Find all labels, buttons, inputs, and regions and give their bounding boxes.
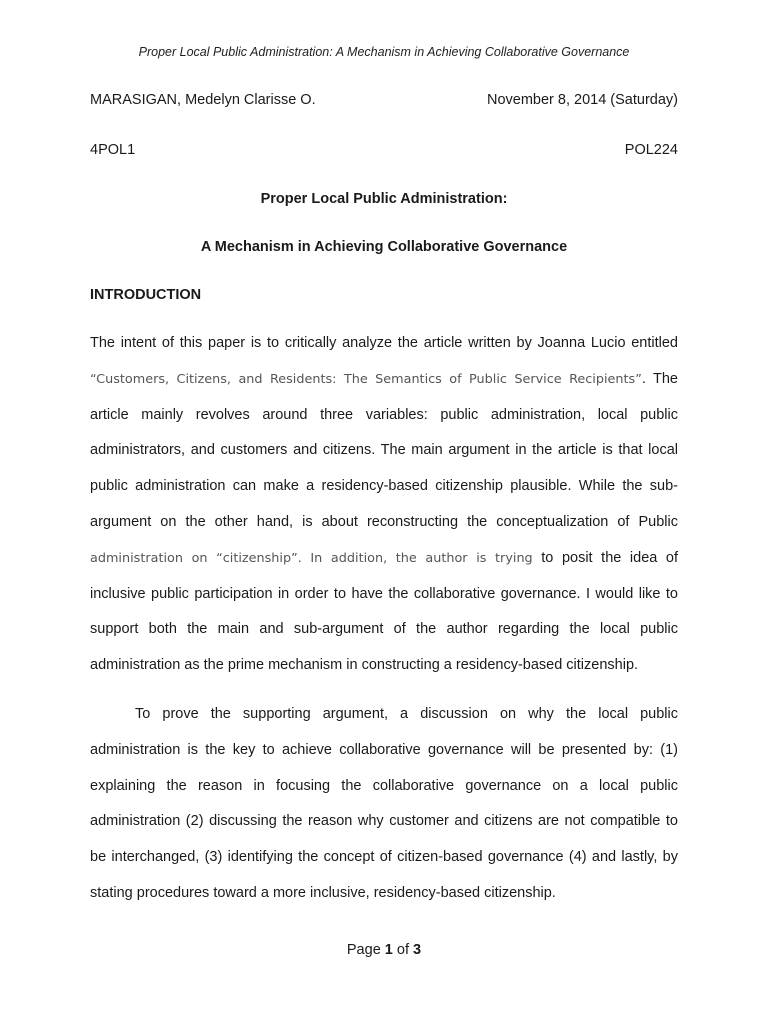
introduction-paragraph-2: To prove the supporting argument, a discussion on why the local public administration is the key to achieve collaborative governance will be presented by: (1) explaining the reason in focusing the collaborative governance on a local public administration (2) discussing the reason why customer and citizens are not compatible to be interchanged, (3) identifying the concept of citizen-based governance (4) and lastly, by stating procedures toward a more inclusive, residency-based citizenship.: [90, 706, 678, 901]
paper-title-line-2: A Mechanism in Achieving Collaborative Governance: [200, 239, 568, 255]
introduction-heading: INTRODUCTION: [90, 287, 202, 303]
page-word: Page: [346, 942, 381, 958]
page-number-footer: [0, 942, 768, 958]
author-name: MARASIGAN, Medelyn Clarisse O.: [90, 92, 316, 108]
paper-title-line-1: Proper Local Public Administration:: [260, 191, 508, 207]
paragraph-1-text-b: . The article mainly revolves around three variables: public administration, local public administrators, and customers and citizens. The main argument in the article is that local public administration can make a residency-based citizenship plausible. While the sub-argument on the other hand, is about reconstructing the conceptualization of Public: [90, 370, 678, 530]
author-date-row: [90, 92, 678, 108]
document-date: November 8, 2014 (Saturday): [486, 92, 678, 108]
introduction-paragraph-1: [90, 326, 678, 684]
running-header: Proper Local Public Administration: A Mechanism in Achieving Collaborative Governance: [138, 45, 630, 59]
section-code: 4POL1: [90, 142, 136, 158]
course-code: POL224: [624, 142, 678, 158]
section-course-row: [90, 142, 678, 158]
paragraph-1-text-c: to posit the idea of inclusive public participation in order to have the collaborative governance. I would like to support both the main and sub-argument of the author regarding the local public administration as the prime mechanism in constructing a residency-based citizenship.: [90, 549, 678, 674]
paragraph-1-light-text: administration on “citizenship”. In addition, the author is trying: [90, 550, 533, 566]
total-pages-number: 3: [413, 942, 422, 958]
of-word: of: [396, 942, 409, 958]
article-title-quote: “Customers, Citizens, and Residents: The Semantics of Public Service Recipients”: [90, 371, 642, 387]
current-page-number: 1: [384, 942, 393, 958]
paragraph-1-text-a: The intent of this paper is to critically analyze the article written by Joanna Lucio entitled: [90, 335, 678, 351]
